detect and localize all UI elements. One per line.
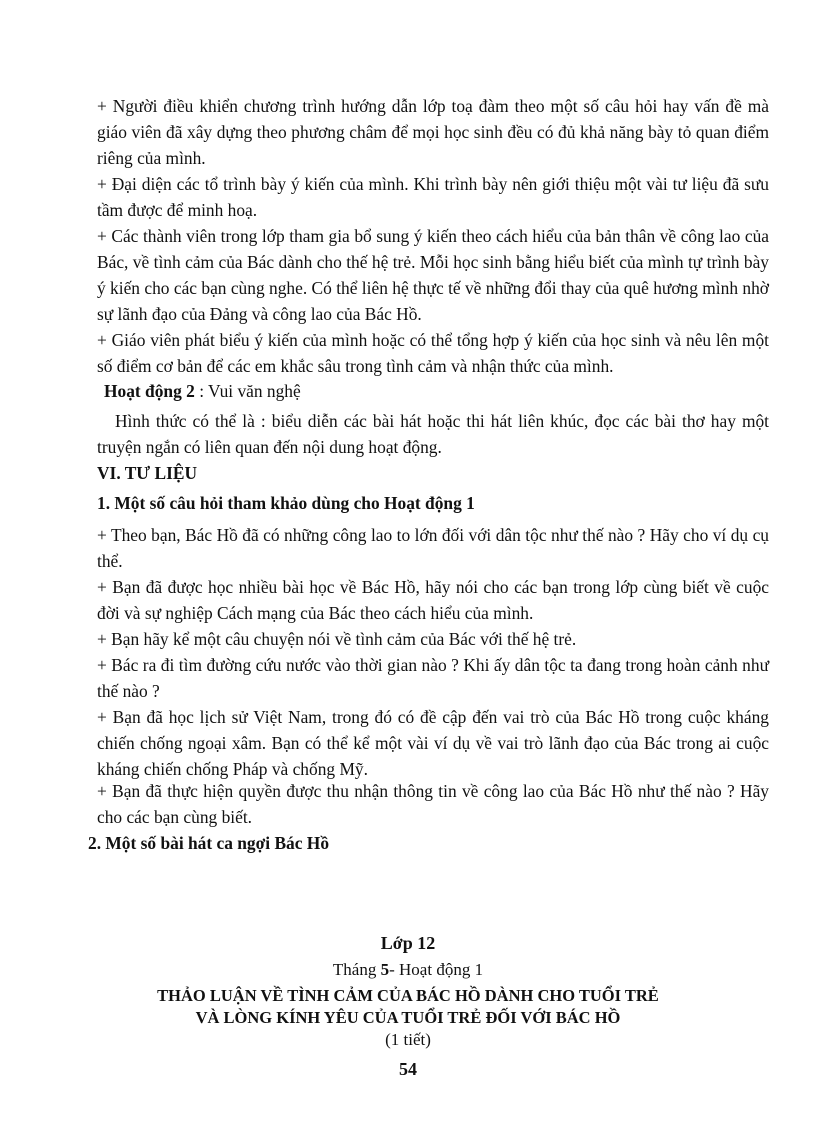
- page-number: 54: [399, 1059, 417, 1079]
- paragraph-class-members: + Các thành viên trong lớp tham gia bổ sung ý kiến theo cách hiểu của bản thân về công lao của Bác, về tình cảm của Bác dành cho thế hệ trẻ. Mỗi học sinh bằng hiểu biết của mình tự trình bày ý kiến cho các bạn cùng nghe. Có thể liên hệ thực tế về những đổi thay của quê hương mình nhờ sự lãnh đạo của Đảng và công lao của Bác Hồ.: [97, 226, 769, 324]
- paragraph-host-guides: + Người điều khiển chương trình hướng dẫn lớp toạ đàm theo một số câu hỏi hay vấn đề mà giáo viên đã xây dựng theo phương châm để mọi học sinh đều có đủ khả năng bày tỏ quan điểm riêng của mình.: [97, 96, 769, 168]
- section-6-title: VI. TƯ LIỆU: [97, 463, 198, 483]
- question-4: + Bác ra đi tìm đường cứu nước vào thời gian nào ? Khi ấy dân tộc ta đang trong hoàn cảnh như thế nào ?: [97, 655, 769, 701]
- question-3: + Bạn hãy kể một câu chuyện nói về tình cảm của Bác với thế hệ trẻ.: [97, 629, 577, 649]
- activity-2-heading: [104, 378, 301, 404]
- paragraph-group-representatives: + Đại diện các tổ trình bày ý kiến của mình. Khi trình bày nên giới thiệu một vài tư liệu đã sưu tầm được để minh hoạ.: [97, 174, 769, 220]
- lesson-grade: Lớp 12: [380, 933, 436, 953]
- activity-2-label: Hoạt động 2: [104, 381, 195, 401]
- subsection-2-title: 2. Một số bài hát ca ngợi Bác Hồ: [88, 833, 330, 853]
- lesson-activity: - Hoạt động 1: [389, 960, 484, 979]
- question-5: + Bạn đã học lịch sử Việt Nam, trong đó có đề cập đến vai trò của Bác Hồ trong cuộc kháng chiến chống ngoại xâm. Bạn có thể kể một vài ví dụ về vai trò lãnh đạo của Bác trong ai cuộc kháng chiến chống Pháp và chống Mỹ.: [97, 707, 769, 779]
- lesson-title-line-2: VÀ LÒNG KÍNH YÊU CỦA TUỔI TRẺ ĐỐI VỚI BÁC HỒ: [195, 1008, 621, 1027]
- lesson-month-prefix: Tháng: [332, 960, 381, 979]
- lesson-title-line-1: THẢO LUẬN VỀ TÌNH CẢM CỦA BÁC HỒ DÀNH CHO TUỔI TRẺ: [157, 986, 659, 1005]
- paragraph-teacher-summary: + Giáo viên phát biểu ý kiến của mình hoặc có thể tổng hợp ý kiến của học sinh và nêu lên một số điểm cơ bản để các em khắc sâu trong tình cảm và nhận thức của mình.: [97, 330, 769, 376]
- activity-2-body: Hình thức có thể là : biểu diễn các bài hát hoặc thi hát liên khúc, đọc các bài thơ hay một truyện ngắn có liên quan đến nội dung hoạt động.: [97, 411, 769, 457]
- lesson-duration: (1 tiết): [385, 1030, 431, 1049]
- question-1: + Theo bạn, Bác Hồ đã có những công lao to lớn đối với dân tộc như thế nào ? Hãy cho ví dụ cụ thể.: [97, 525, 769, 571]
- activity-2-topic: : Vui văn nghệ: [194, 381, 301, 401]
- lesson-month-number: 5: [380, 960, 390, 979]
- subsection-1-title: 1. Một số câu hỏi tham khảo dùng cho Hoạt động 1: [97, 493, 475, 513]
- lesson-month-line: [0, 959, 816, 981]
- question-6: + Bạn đã thực hiện quyền được thu nhận thông tin về công lao của Bác Hồ như thế nào ? Hãy cho các bạn cùng biết.: [97, 781, 769, 827]
- question-2: + Bạn đã được học nhiều bài học về Bác Hồ, hãy nói cho các bạn trong lớp cùng biết về cuộc đời và sự nghiệp Cách mạng của Bác theo cách hiểu của mình.: [97, 577, 769, 623]
